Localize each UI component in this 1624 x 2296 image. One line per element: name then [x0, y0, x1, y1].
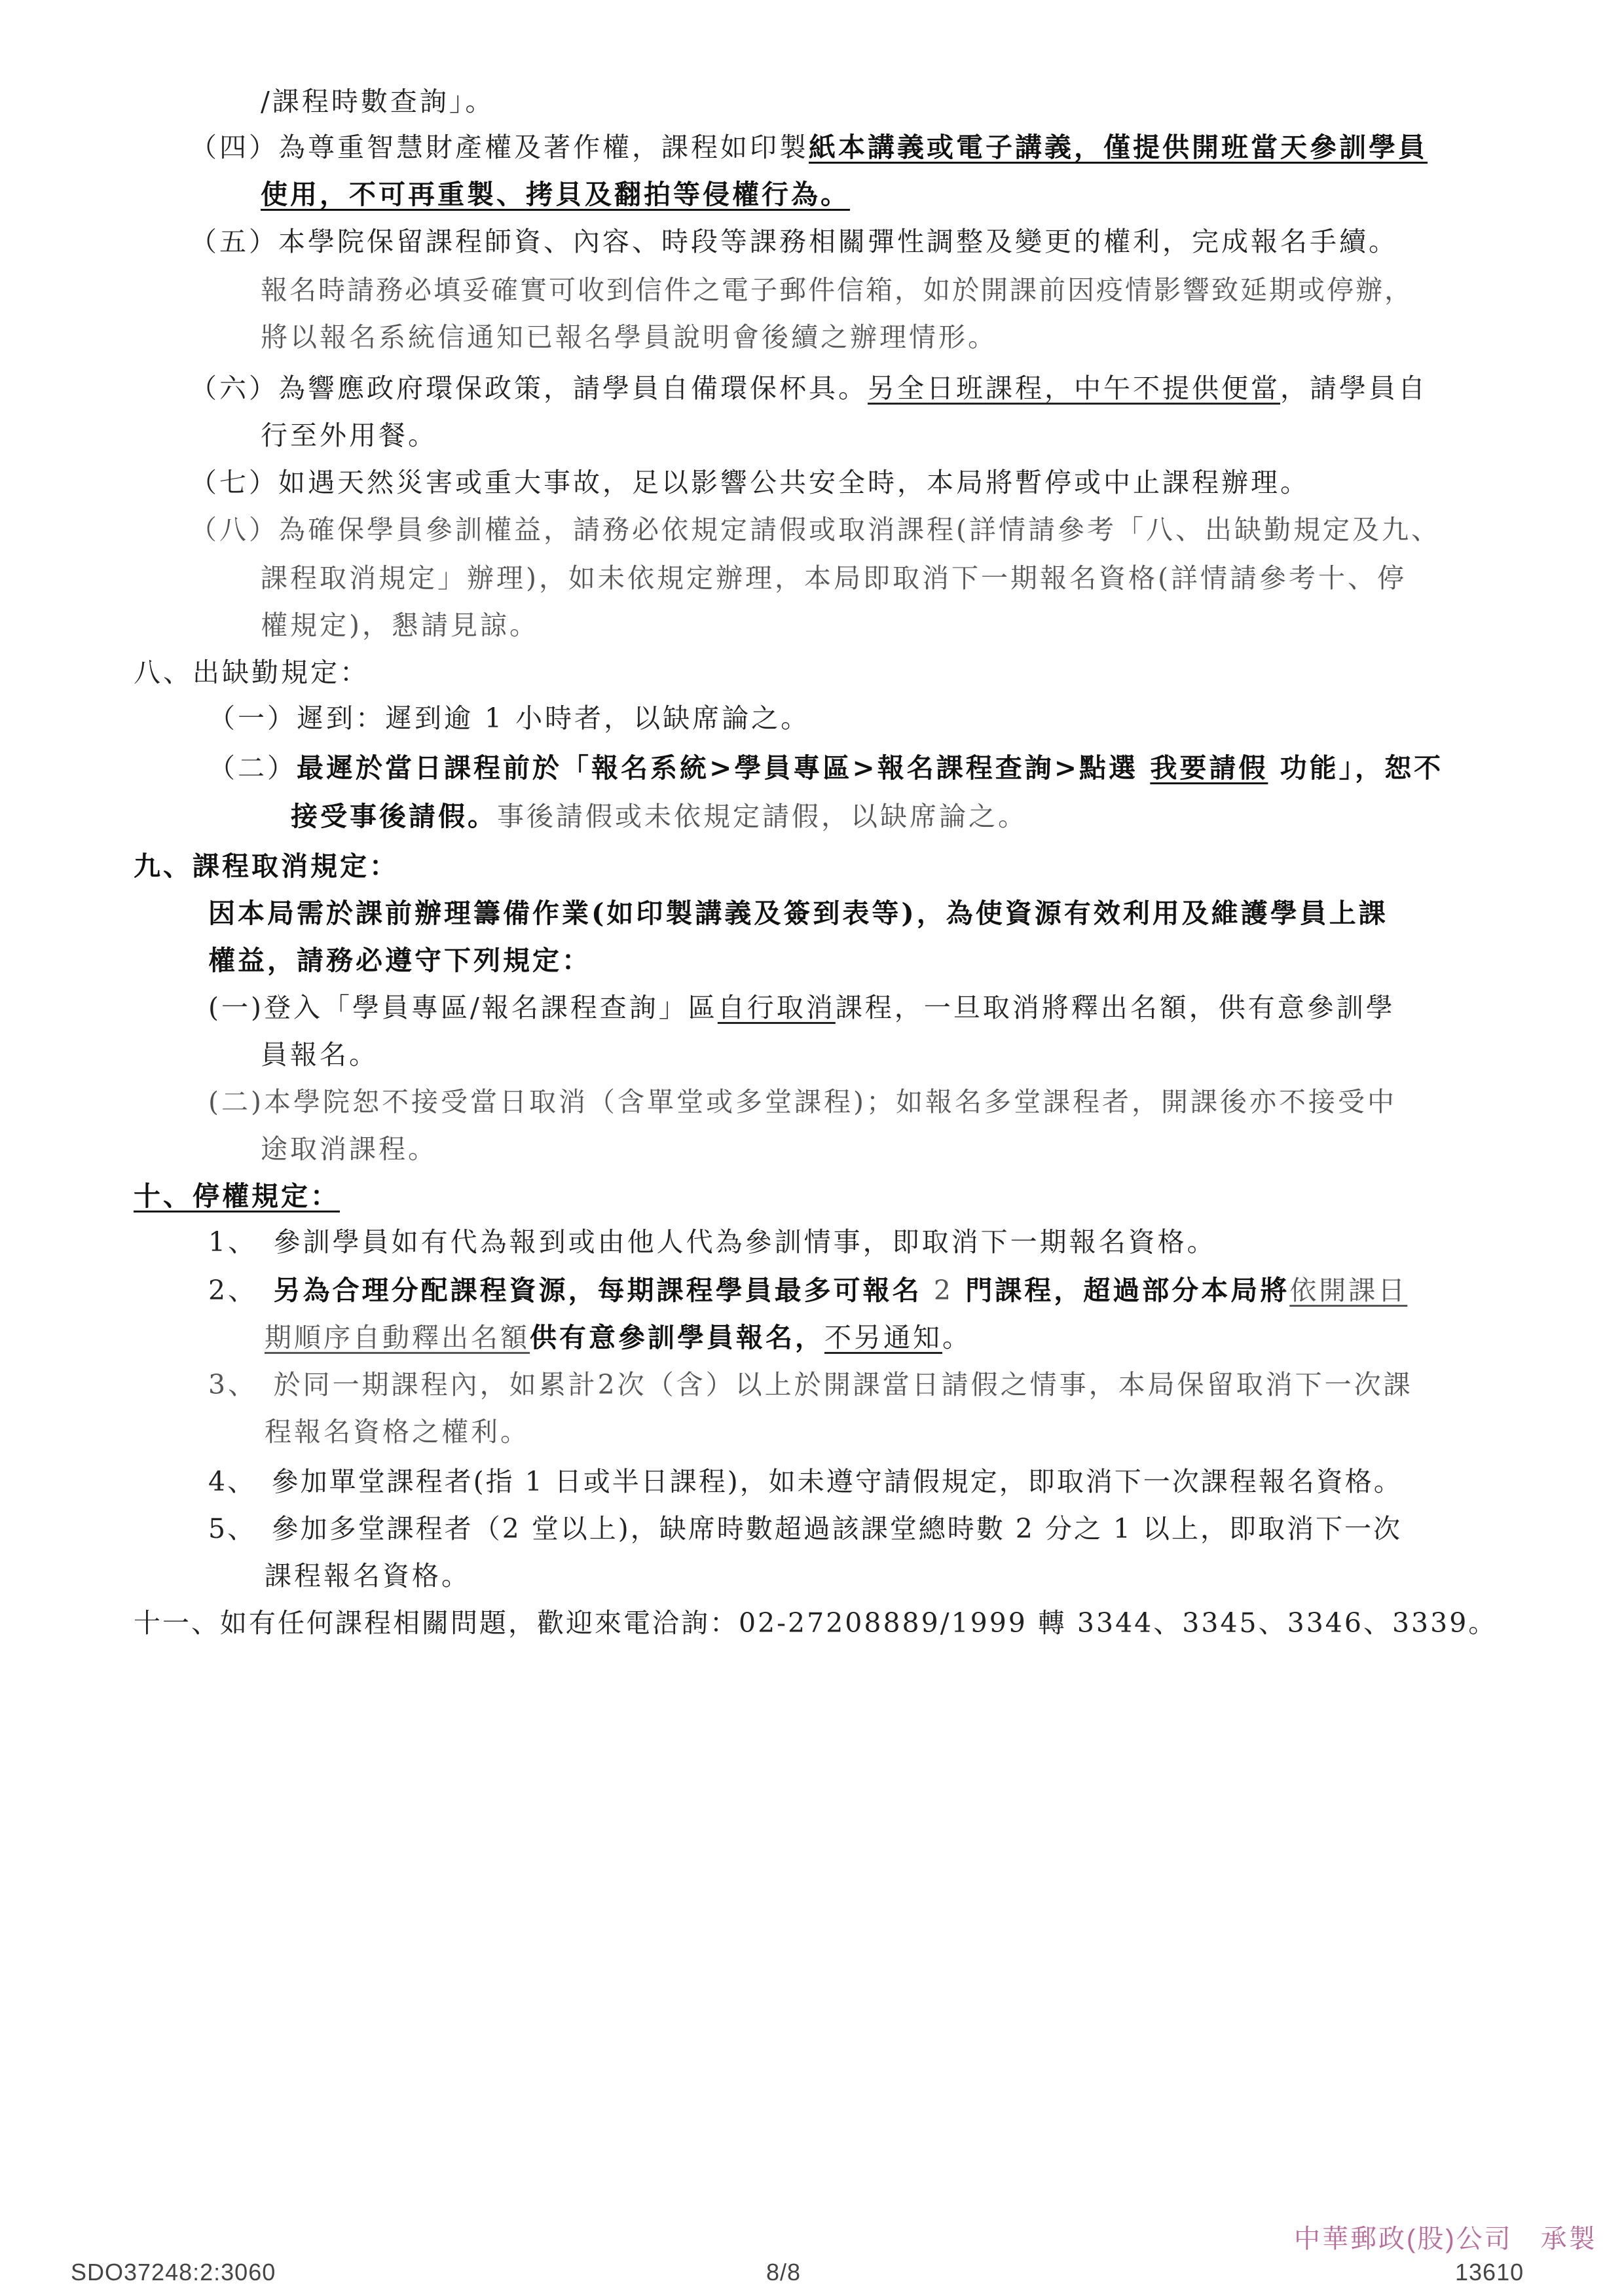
attendance-item-1 — [208, 698, 810, 738]
contact-line: 十一、如有任何課程相關問題，歡迎來電洽詢：02-27208889/1999 轉 3344、3345、3346、3339。 — [134, 1607, 1498, 1639]
item-label: (一) — [208, 992, 264, 1023]
text-line: 權規定)，懇請見諒。 — [261, 610, 539, 641]
item-eight — [190, 509, 1441, 550]
item-label: 3、 — [208, 1369, 244, 1400]
section-heading-suspend: 十、停權規定： — [134, 1180, 340, 1212]
text-run: 課程，一旦取消將釋出名額，供有意參訓學 — [835, 992, 1395, 1023]
text-run: 參訓學員如有代為報到或由他人代為參訓情事，即取消下一期報名資格。 — [273, 1226, 1217, 1258]
suspend-item-1 — [208, 1222, 1217, 1262]
underlined-text: 依開課日 — [1289, 1275, 1408, 1306]
underlined-text: 不另通知 — [824, 1322, 942, 1353]
document-id: SDO37248:2:3060 — [71, 2259, 276, 2286]
item-label: （七） — [190, 467, 278, 498]
attendance-item-2 — [208, 748, 1443, 788]
text-line: 因本局需於課前辦理籌備作業(如印製講義及簽到表等)，為使資源有效利用及維護學員上課 — [208, 898, 1388, 929]
text-line — [291, 796, 1027, 837]
text-line: 途取消課程。 — [261, 1133, 437, 1165]
text-line: 員報名。 — [261, 1039, 378, 1070]
text-run: 本學院保留課程師資、內容、時段等課務相關彈性調整及變更的權利，完成報名手續。 — [278, 226, 1398, 257]
emphasis-text: 紙本講義或電子講義，僅提供開班當天參訓學員 — [809, 132, 1428, 163]
underlined-text: 自行取消 — [717, 992, 836, 1023]
item-seven — [190, 462, 1310, 503]
section-heading-cancel: 九、課程取消規定： — [134, 850, 399, 882]
text-run: 為尊重智慧財產權及著作權，課程如印製 — [278, 132, 809, 163]
item-label: 5、 — [208, 1513, 243, 1544]
emphasis-text: 功能」，恕不 — [1268, 752, 1444, 784]
text-run: 登入「學員專區/報名課程查詢」區 — [264, 992, 718, 1023]
cancel-item-2 — [208, 1082, 1397, 1122]
item-label: （六） — [190, 373, 278, 404]
text-run: 。 — [942, 1322, 972, 1353]
emphasis-text: 使用，不可再重製、拷貝及翻拍等侵權行為。 — [261, 179, 850, 210]
cancel-item-1 — [208, 987, 1395, 1028]
emphasis-text: 供有意參訓學員報名， — [530, 1322, 824, 1353]
item-label: （八） — [190, 514, 278, 545]
emphasis-text: 門課程，超過部分本局將 — [953, 1275, 1290, 1306]
text-run: 參加單堂課程者(指 1 日或半日課程)，如未遵守請假規定，即取消下一次課程報名資格。 — [271, 1466, 1403, 1497]
item-label: （一） — [208, 702, 297, 734]
item-four — [190, 127, 1428, 168]
text-line: 課程報名資格。 — [265, 1560, 471, 1592]
emphasis-text: 最遲於當日課程前於「報名系統>學員專區>報名課程查詢>點選 — [297, 752, 1151, 784]
emphasis-text: 接受事後請假。 — [291, 801, 497, 832]
text-run: 遲到：遲到逾 1 小時者，以缺席論之。 — [297, 702, 811, 734]
text-line: /課程時數查詢」。 — [261, 86, 495, 117]
underlined-text: 期順序自動釋出名額 — [265, 1322, 530, 1353]
text-run: 參加多堂課程者（2 堂以上)，缺席時數超過該課堂總時數 2 分之 1 以上，即取消下一次 — [271, 1513, 1403, 1544]
item-label: （二） — [208, 752, 297, 784]
section-heading-attendance: 八、出缺勤規定： — [134, 657, 369, 688]
text-line: 課程取消規定」辦理)，如未依規定辦理，本局即取消下一期報名資格(詳情請參考十、停 — [261, 562, 1407, 594]
underlined-text: 另全日班課程，中午不提供便當 — [868, 373, 1280, 404]
text-line — [265, 1317, 972, 1358]
text-line: 將以報名系統信通知已報名學員說明會後續之辦理情形。 — [261, 321, 997, 353]
text-line: 權益，請務必遵守下列規定： — [208, 945, 591, 976]
text-run: 為響應政府環保政策，請學員自備環保杯具。 — [278, 373, 868, 404]
item-label: （四） — [190, 132, 278, 163]
footer-code: 13610 — [1455, 2259, 1524, 2286]
suspend-item-5 — [208, 1508, 1402, 1549]
emphasis-text: 我要請假 — [1150, 752, 1268, 784]
text-line: 行至外用餐。 — [261, 420, 437, 451]
item-label: 4、 — [208, 1466, 243, 1497]
item-label: 1、 — [208, 1226, 244, 1258]
text-run: 2 — [933, 1275, 953, 1306]
suspend-item-4 — [208, 1461, 1403, 1502]
item-label: 2、 — [208, 1275, 244, 1306]
text-run: ，請學員自 — [1280, 373, 1428, 404]
text-run: 本學院恕不接受當日取消（含單堂或多堂課程)；如報名多堂課程者，開課後亦不接受中 — [264, 1086, 1397, 1118]
emphasis-text: 另為合理分配課程資源，每期課程學員最多可報名 — [273, 1275, 934, 1306]
suspend-item-3 — [208, 1364, 1413, 1405]
text-line: 程報名資格之權利。 — [265, 1416, 530, 1448]
page-number: 8/8 — [766, 2259, 802, 2286]
text-run: 為確保學員參訓權益，請務必依規定請假或取消課程(詳情請參考「八、出缺勤規定及九、 — [278, 514, 1441, 545]
text-run: 於同一期課程內，如累計2次（含）以上於開課當日請假之情事，本局保留取消下一次課 — [273, 1369, 1413, 1400]
item-five — [190, 221, 1398, 262]
item-six — [190, 368, 1428, 409]
company-credit: 中華郵政(股)公司 承製 — [1294, 2225, 1597, 2253]
text-line: 報名時請務必填妥確實可收到信件之電子郵件信箱，如於開課前因疫情影響致延期或停辦， — [261, 274, 1413, 306]
text-run: 如遇天然災害或重大事故，足以影響公共安全時，本局將暫停或中止課程辦理。 — [278, 467, 1310, 498]
item-label: （五） — [190, 226, 278, 257]
suspend-item-2 — [208, 1270, 1407, 1311]
text-run: 事後請假或未依規定請假，以缺席論之。 — [497, 801, 1027, 832]
item-label: (二) — [208, 1086, 264, 1118]
